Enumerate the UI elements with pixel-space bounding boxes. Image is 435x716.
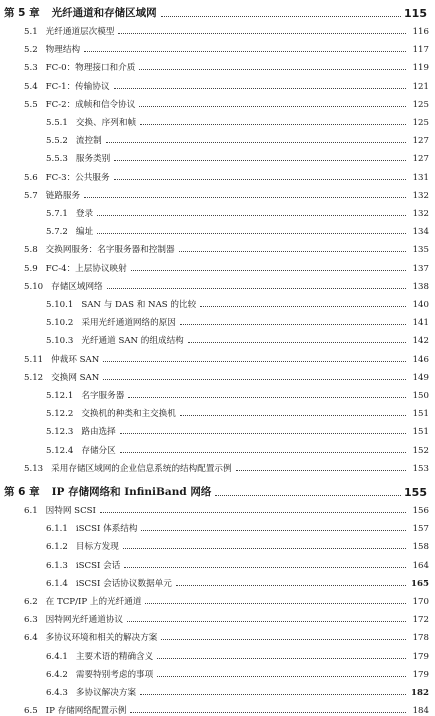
toc-section-row[interactable] xyxy=(0,261,435,274)
dot-leader xyxy=(180,414,406,416)
toc-section-row[interactable] xyxy=(0,461,435,474)
dot-leader xyxy=(114,178,406,180)
toc-subsection-row[interactable] xyxy=(0,151,435,164)
toc-entry-title: 光纤通道层次模型 xyxy=(45,27,115,37)
toc-entry-title: 交换、序列和帧 xyxy=(75,118,137,128)
toc-page-number: 131 xyxy=(412,172,429,183)
toc-page-number: 137 xyxy=(412,263,429,274)
toc-page-number: 165 xyxy=(411,578,429,589)
toc-subsection-row[interactable] xyxy=(0,315,435,328)
dot-leader xyxy=(145,602,406,604)
toc-chapter-row[interactable] xyxy=(0,4,435,20)
toc-section-row[interactable] xyxy=(0,242,435,255)
toc-page-number: 155 xyxy=(404,486,427,499)
toc-entry-title: iSCSI 会话协议数据单元 xyxy=(75,578,172,589)
toc-entry-title: 交换网服务：名字服务器和控制器 xyxy=(45,245,175,256)
dot-leader xyxy=(124,566,406,568)
dot-leader xyxy=(179,250,406,252)
toc-entry-number: 5.7 xyxy=(24,190,38,201)
toc-page-number: 132 xyxy=(412,190,429,201)
toc-subsection-row[interactable] xyxy=(0,133,435,146)
toc-subsection-row[interactable] xyxy=(0,667,435,680)
toc-entry-title: 光纤通道和存储区域网 xyxy=(51,7,157,19)
toc-section-row[interactable] xyxy=(0,612,435,625)
toc-subsection-row[interactable] xyxy=(0,558,435,571)
toc-entry-title: 登录 xyxy=(75,209,94,219)
toc-subsection-row[interactable] xyxy=(0,539,435,552)
dot-leader xyxy=(140,693,406,695)
dot-leader xyxy=(106,141,406,143)
toc-entry-number: 5.12.3 xyxy=(46,427,74,438)
toc-section-row[interactable] xyxy=(0,97,435,110)
dot-leader xyxy=(200,305,406,307)
toc-subsection-row[interactable] xyxy=(0,521,435,534)
toc-page-number: 153 xyxy=(412,463,429,474)
toc-entry-number: 5.11 xyxy=(24,354,44,365)
toc-subsection-row[interactable] xyxy=(0,406,435,419)
toc-page-number: 170 xyxy=(412,597,429,607)
toc-entry-number: 5.9 xyxy=(24,263,38,274)
toc-entry-title: 采用光纤通道网络的原因 xyxy=(81,318,176,329)
dot-leader xyxy=(103,360,406,362)
dot-leader xyxy=(131,269,406,271)
dot-leader xyxy=(157,657,406,659)
toc-page-number: 140 xyxy=(412,300,429,310)
toc-section-row[interactable] xyxy=(0,42,435,55)
dot-leader xyxy=(114,159,406,161)
toc-page-number: 119 xyxy=(412,63,429,74)
toc-subsection-row[interactable] xyxy=(0,224,435,237)
toc-entry-title: 流控制 xyxy=(75,136,102,147)
toc-entry-number: 6.2 xyxy=(24,597,38,607)
dot-leader xyxy=(180,323,406,325)
toc-page-number: 179 xyxy=(412,651,429,662)
toc-entry-number: 5.12.2 xyxy=(46,409,74,420)
toc-entry-number: 6.4.2 xyxy=(46,669,68,680)
toc-subsection-row[interactable] xyxy=(0,333,435,346)
dot-leader xyxy=(114,87,406,89)
toc-subsection-row[interactable] xyxy=(0,649,435,662)
toc-entry-number: 6.1.4 xyxy=(46,578,68,589)
dot-leader xyxy=(161,15,401,17)
toc-page-number: 150 xyxy=(412,391,429,401)
toc-entry-title: FC-3：公共服务 xyxy=(45,172,110,183)
toc-section-row[interactable] xyxy=(0,188,435,201)
toc-entry-title: iSCSI 体系结构 xyxy=(75,524,138,535)
dot-leader xyxy=(123,547,406,549)
toc-section-row[interactable] xyxy=(0,370,435,383)
toc-entry-number: 5.10.2 xyxy=(46,318,74,329)
dot-leader xyxy=(139,105,406,107)
toc-section-row[interactable] xyxy=(0,630,435,643)
toc-section-row[interactable] xyxy=(0,594,435,607)
toc-entry-title: 因特网光纤通道协议 xyxy=(45,615,124,626)
toc-entry-title: FC-1：传输协议 xyxy=(45,81,110,92)
toc-entry-number: 5.7.2 xyxy=(46,227,68,238)
toc-entry-title: IP 存储网络和 InfiniBand 网络 xyxy=(51,486,212,498)
toc-page-number: 158 xyxy=(412,542,429,553)
toc-subsection-row[interactable] xyxy=(0,443,435,456)
toc-section-row[interactable] xyxy=(0,503,435,516)
toc-entry-title: 服务类别 xyxy=(75,154,111,165)
toc-entry-number: 5.3 xyxy=(24,63,38,74)
toc-page-number: 127 xyxy=(412,154,429,165)
toc-page-number: 146 xyxy=(412,354,429,365)
toc-entry-number: 6.1.1 xyxy=(46,524,68,535)
dot-leader xyxy=(84,50,406,52)
toc-entry-title: 存储区域网络 xyxy=(51,281,103,292)
dot-leader xyxy=(118,32,406,34)
dot-leader xyxy=(127,620,406,622)
dot-leader xyxy=(107,287,406,289)
toc-page-number: 142 xyxy=(412,336,429,347)
toc-section-row[interactable] xyxy=(0,352,435,365)
toc-page-number: 141 xyxy=(412,318,429,329)
toc-entry-number: 5.5.2 xyxy=(46,136,68,147)
toc-entry-title: 多协议解决方案 xyxy=(75,688,137,698)
dot-leader xyxy=(236,469,406,471)
toc-entry-title: IP 存储网络配置示例 xyxy=(45,706,127,716)
dot-leader xyxy=(161,638,406,640)
toc-entry-title: SAN 与 DAS 和 NAS 的比较 xyxy=(81,300,197,310)
toc-entry-number: 5.5.3 xyxy=(46,154,68,165)
dot-leader xyxy=(140,123,406,125)
toc-page-number: 138 xyxy=(412,281,429,292)
toc-entry-title: 光纤通道 SAN 的组成结构 xyxy=(81,336,184,347)
toc-entry-number: 5.5.1 xyxy=(46,118,68,128)
toc-page-number: 164 xyxy=(412,560,429,571)
toc-entry-number: 5.4 xyxy=(24,81,38,92)
toc-subsection-row[interactable] xyxy=(0,685,435,698)
toc-page-number: 182 xyxy=(411,688,429,698)
dot-leader xyxy=(103,378,406,380)
toc-entry-number: 5.10.1 xyxy=(46,300,74,310)
toc-entry-title: 主要术语的精确含义 xyxy=(75,651,154,662)
toc-entry-title: 链路服务 xyxy=(45,190,81,201)
toc-page-number: 115 xyxy=(404,7,427,20)
toc-subsection-row[interactable] xyxy=(0,576,435,589)
toc-entry-title: FC-0：物理接口和介质 xyxy=(45,63,136,74)
dot-leader xyxy=(188,341,406,343)
dot-leader xyxy=(97,232,406,234)
toc-entry-title: FC-4：上层协议映射 xyxy=(45,263,127,274)
toc-page-number: 125 xyxy=(412,118,429,128)
toc-entry-title: 因特网 SCSI xyxy=(45,506,96,516)
toc-entry-number: 6.1.3 xyxy=(46,560,68,571)
toc-entry-number: 第 5 章 xyxy=(4,7,40,19)
toc-entry-number: 6.1 xyxy=(24,506,38,516)
dot-leader xyxy=(120,451,406,453)
toc-page-number: 184 xyxy=(412,706,429,716)
toc-entry-title: 在 TCP/IP 上的光纤通道 xyxy=(45,597,142,607)
toc-page-number: 157 xyxy=(412,524,429,535)
toc-page-number: 135 xyxy=(412,245,429,256)
toc-page-number: 121 xyxy=(412,81,429,92)
toc-page-number: 117 xyxy=(412,45,429,56)
toc-entry-number: 5.10.3 xyxy=(46,336,74,347)
toc-entry-number: 5.1 xyxy=(24,27,38,37)
toc-entry-number: 5.13 xyxy=(24,463,44,474)
toc-entry-number: 5.10 xyxy=(24,281,44,292)
dot-leader xyxy=(139,68,406,70)
toc-entry-number: 6.4 xyxy=(24,633,38,644)
toc-entry-number: 5.12 xyxy=(24,372,44,383)
toc-entry-title: 采用存储区域网的企业信息系统的结构配置示例 xyxy=(51,463,232,474)
toc-entry-number: 第 6 章 xyxy=(4,486,40,498)
toc-subsection-row[interactable] xyxy=(0,115,435,128)
toc-page-number: 179 xyxy=(412,669,429,680)
toc-page-number: 156 xyxy=(412,506,429,516)
toc-page-number: 152 xyxy=(412,445,429,456)
toc-entry-title: 存储分区 xyxy=(81,445,116,456)
toc-chapter-row[interactable] xyxy=(0,483,435,499)
toc-page-number: 125 xyxy=(412,99,429,110)
dot-leader xyxy=(130,711,406,713)
toc-entry-number: 5.8 xyxy=(24,245,38,256)
toc-subsection-row[interactable] xyxy=(0,297,435,310)
toc-subsection-row[interactable] xyxy=(0,388,435,401)
dot-leader xyxy=(120,432,406,434)
dot-leader xyxy=(97,214,406,216)
toc-section-row[interactable] xyxy=(0,60,435,73)
toc-entry-title: 目标方发现 xyxy=(75,542,119,553)
toc-entry-number: 5.7.1 xyxy=(46,209,68,219)
dot-leader xyxy=(215,494,401,496)
dot-leader xyxy=(141,529,406,531)
toc-entry-number: 6.1.2 xyxy=(46,542,68,553)
dot-leader xyxy=(176,584,406,586)
toc-entry-number: 6.3 xyxy=(24,615,38,626)
toc-section-row[interactable] xyxy=(0,170,435,183)
toc-subsection-row[interactable] xyxy=(0,424,435,437)
toc-entry-number: 6.4.3 xyxy=(46,688,68,698)
dot-leader xyxy=(128,396,406,398)
toc-entry-title: 编址 xyxy=(75,227,94,238)
toc-entry-title: iSCSI 会话 xyxy=(75,560,121,571)
toc-entry-number: 5.5 xyxy=(24,99,38,110)
toc-entry-title: 交换网 SAN xyxy=(51,372,100,383)
toc-entry-title: 路由选择 xyxy=(81,427,116,438)
toc-entry-title: 仲裁环 SAN xyxy=(51,354,100,365)
toc-page-number: 132 xyxy=(412,209,429,219)
toc-page-number: 134 xyxy=(412,227,429,238)
toc-entry-number: 5.2 xyxy=(24,45,38,56)
toc-entry-title: FC-2：成帧和信令协议 xyxy=(45,99,136,110)
dot-leader xyxy=(157,675,406,677)
toc-page-number: 151 xyxy=(412,427,429,438)
toc-entry-title: 物理结构 xyxy=(45,45,81,56)
toc-entry-number: 5.12.4 xyxy=(46,445,74,456)
toc-subsection-row[interactable] xyxy=(0,206,435,219)
toc-page-number: 116 xyxy=(412,27,429,37)
toc-page-number: 127 xyxy=(412,136,429,147)
dot-leader xyxy=(100,511,406,513)
toc-entry-title: 需要特别考虑的事项 xyxy=(75,669,154,680)
toc-section-row[interactable] xyxy=(0,279,435,292)
toc-entry-number: 5.12.1 xyxy=(46,391,74,401)
toc-section-row[interactable] xyxy=(0,24,435,37)
toc-entry-number: 5.6 xyxy=(24,172,38,183)
toc-section-row[interactable] xyxy=(0,79,435,92)
dot-leader xyxy=(84,196,406,198)
toc-entry-number: 6.5 xyxy=(24,706,38,716)
toc-section-row[interactable] xyxy=(0,703,435,716)
toc-entry-title: 交换机的种类和主交换机 xyxy=(81,409,176,420)
toc-page-number: 151 xyxy=(412,409,429,420)
toc-page-number: 178 xyxy=(412,633,429,644)
toc-entry-title: 多协议环境和相关的解决方案 xyxy=(45,633,158,644)
toc-entry-title: 名字服务器 xyxy=(81,391,125,401)
toc-entry-number: 6.4.1 xyxy=(46,651,68,662)
toc-page-number: 172 xyxy=(412,615,429,626)
toc-page-number: 149 xyxy=(412,372,429,383)
